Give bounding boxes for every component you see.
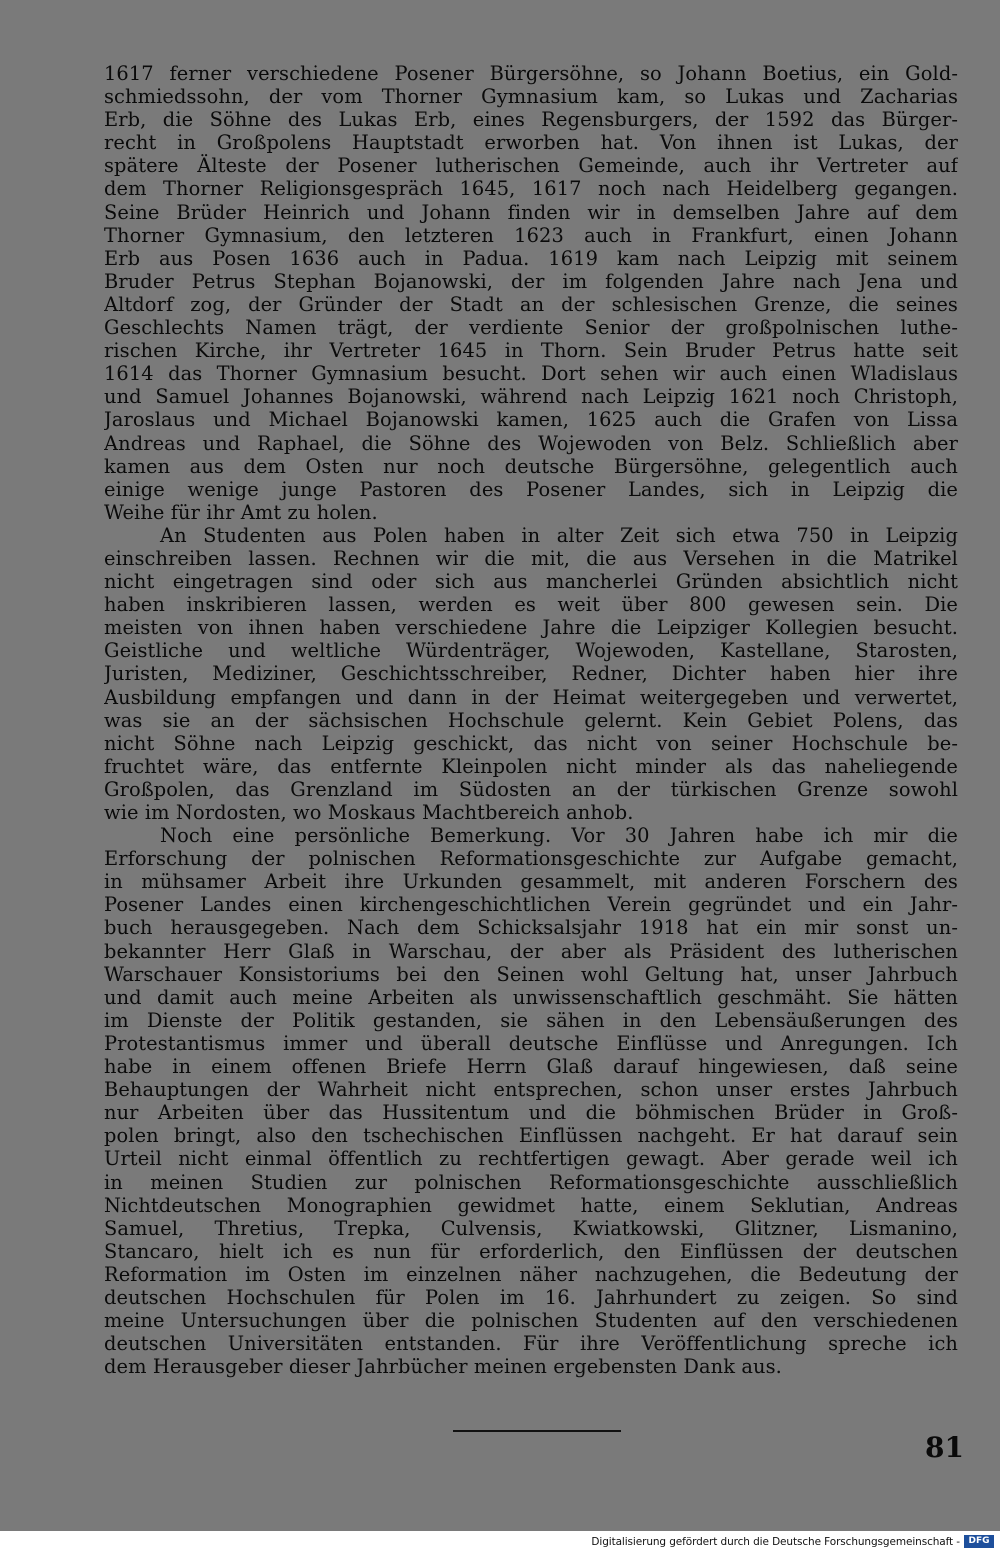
text-line: kamen aus dem Osten nur noch deutsche Bürgersöhne, gelegentlich auch xyxy=(104,454,958,478)
text-line: deutschen Universitäten entstanden. Für ihre Veröffentlichung spreche ich xyxy=(104,1332,958,1356)
text-line: Erforschung der polnischen Reformationsgeschichte zur Aufgabe gemacht, xyxy=(104,847,958,871)
text-line: und damit auch meine Arbeiten als unwissenschaftlich geschmäht. Sie hätten xyxy=(104,985,958,1009)
text-line: nicht Söhne nach Leipzig geschickt, das nicht von seiner Hochschule be- xyxy=(104,731,958,755)
text-line: habe in einem offenen Briefe Herrn Glaß darauf hingewiesen, daß seine xyxy=(104,1055,958,1079)
text-line: Erb aus Posen 1636 auch in Padua. 1619 kam nach Leipzig mit seinem xyxy=(104,246,958,270)
text-line: Juristen, Mediziner, Geschichtsschreiber, Redner, Dichter haben hier ihre xyxy=(104,662,958,686)
text-line: Bruder Petrus Stephan Bojanowski, der im folgenden Jahre nach Jena und xyxy=(104,269,958,293)
text-line: dem Thorner Religionsgespräch 1645, 1617 noch nach Heidelberg gegangen. xyxy=(104,177,958,201)
text-line: Stancaro, hielt ich es nun für erforderlich, den Einflüssen der deutschen xyxy=(104,1239,958,1263)
text-line: Geistliche und weltliche Würdenträger, Wojewoden, Kastellane, Starosten, xyxy=(104,639,958,663)
section-divider xyxy=(453,1430,621,1432)
text-line: einschreiben lassen. Rechnen wir die mit, die aus Versehen in die Matrikel xyxy=(104,546,958,570)
text-line: Urteil nicht einmal öffentlich zu rechtfertigen gewagt. Aber gerade weil ich xyxy=(104,1147,958,1171)
body-text xyxy=(104,62,958,1378)
text-line: 1614 das Thorner Gymnasium besucht. Dort sehen wir auch einen Wladislaus xyxy=(104,362,958,386)
text-line: 1617 ferner verschiedene Posener Bürgersöhne, so Johann Boetius, ein Gold- xyxy=(104,62,958,85)
footer-credit-text: Digitalisierung gefördert durch die Deutsche Forschungsgemeinschaft - xyxy=(591,1536,960,1548)
text-line: Geschlechts Namen trägt, der verdiente Senior der großpolnischen luthe- xyxy=(104,316,958,340)
text-line: spätere Älteste der Posener lutherischen Gemeinde, auch ihr Vertreter auf xyxy=(104,154,958,178)
text-line: deutschen Hochschulen für Polen im 16. Jahrhundert zu zeigen. So sind xyxy=(104,1285,958,1309)
text-line: Andreas und Raphael, die Söhne des Wojewoden von Belz. Schließlich aber xyxy=(104,431,958,455)
text-line: Altdorf zog, der Gründer der Stadt an der schlesischen Grenze, die seines xyxy=(104,292,958,316)
dfg-logo: DFG xyxy=(964,1535,994,1548)
text-line: nicht eingetragen sind oder sich aus mancherlei Gründen absichtlich nicht xyxy=(104,570,958,594)
text-line: Warschauer Konsistoriums bei den Seinen wohl Geltung hat, unser Jahrbuch xyxy=(104,962,958,986)
text-line: recht in Großpolens Hauptstadt erworben hat. Von ihnen ist Lukas, der xyxy=(104,131,958,155)
text-line: fruchtet wäre, das entfernte Kleinpolen nicht minder als das naheliegende xyxy=(104,754,958,778)
text-line: im Dienste der Politik gestanden, sie sähen in den Lebensäußerungen des xyxy=(104,1008,958,1032)
text-line: was sie an der sächsischen Hochschule gelernt. Kein Gebiet Polens, das xyxy=(104,708,958,732)
page-number: 81 xyxy=(925,1431,964,1464)
text-line: meine Untersuchungen über die polnischen Studenten auf den verschiedenen xyxy=(104,1309,958,1333)
text-line: in meinen Studien zur polnischen Reformationsgeschichte ausschließlich xyxy=(104,1170,958,1194)
text-line: haben inskribieren lassen, werden es weit über 800 gewesen sein. Die xyxy=(104,593,958,617)
text-line: Ausbildung empfangen und dann in der Heimat weitergegeben und verwertet, xyxy=(104,685,958,709)
text-line: Posener Landes einen kirchengeschichtlichen Verein gegründet und ein Jahr- xyxy=(104,893,958,917)
text-line: meisten von ihnen haben verschiedene Jahre die Leipziger Kollegien besucht. xyxy=(104,616,958,640)
digitization-footer xyxy=(0,1531,1000,1551)
text-line: Nichtdeutschen Monographien gewidmet hatte, einem Seklutian, Andreas xyxy=(104,1193,958,1217)
text-line: und Samuel Johannes Bojanowski, während nach Leipzig 1621 noch Christoph, xyxy=(104,385,958,409)
text-line: bekannter Herr Glaß in Warschau, der aber als Präsident des lutherischen xyxy=(104,939,958,963)
text-line: Thorner Gymnasium, den letzteren 1623 auch in Frankfurt, einen Johann xyxy=(104,223,958,247)
text-line: Protestantismus immer und überall deutsche Einflüsse und Anregungen. Ich xyxy=(104,1031,958,1055)
text-line: wie im Nordosten, wo Moskaus Machtbereich anhob. xyxy=(104,801,634,824)
text-line: Behauptungen der Wahrheit nicht entsprechen, schon unser erstes Jahrbuch xyxy=(104,1078,958,1102)
text-line: dem Herausgeber dieser Jahrbücher meinen ergebensten Dank aus. xyxy=(104,1355,782,1379)
text-line: An Studenten aus Polen haben in alter Zeit sich etwa 750 in Leipzig xyxy=(160,523,958,547)
text-line: Erb, die Söhne des Lukas Erb, eines Regensburgers, der 1592 das Bürger- xyxy=(104,108,958,132)
text-line: Seine Brüder Heinrich und Johann finden wir in demselben Jahre auf dem xyxy=(104,200,958,224)
text-line: Noch eine persönliche Bemerkung. Vor 30 Jahren habe ich mir die xyxy=(160,824,958,848)
text-line: polen bringt, also den tschechischen Einflüssen nachgeht. Er hat darauf sein xyxy=(104,1124,958,1148)
text-line: in mühsamer Arbeit ihre Urkunden gesammelt, mit anderen Forschern des xyxy=(104,870,958,894)
text-line: einige wenige junge Pastoren des Posener Landes, sich in Leipzig die xyxy=(104,477,958,501)
text-line: buch herausgegeben. Nach dem Schicksalsjahr 1918 hat ein mir sonst un- xyxy=(104,916,958,940)
text-line: Großpolen, das Grenzland im Südosten an der türkischen Grenze sowohl xyxy=(104,777,958,801)
text-line: nur Arbeiten über das Hussitentum und die böhmischen Brüder in Groß- xyxy=(104,1101,958,1125)
text-line: Jaroslaus und Michael Bojanowski kamen, 1625 auch die Grafen von Lissa xyxy=(104,408,958,432)
text-line: schmiedssohn, der vom Thorner Gymnasium kam, so Lukas und Zacharias xyxy=(104,85,958,109)
text-line: Weihe für ihr Amt zu holen. xyxy=(104,500,378,524)
text-line: Samuel, Thretius, Trepka, Culvensis, Kwiatkowski, Glitzner, Lismanino, xyxy=(104,1216,958,1240)
text-line: rischen Kirche, ihr Vertreter 1645 in Thorn. Sein Bruder Petrus hatte seit xyxy=(104,339,958,363)
text-line: Reformation im Osten im einzelnen näher nachzugehen, die Bedeutung der xyxy=(104,1262,958,1286)
